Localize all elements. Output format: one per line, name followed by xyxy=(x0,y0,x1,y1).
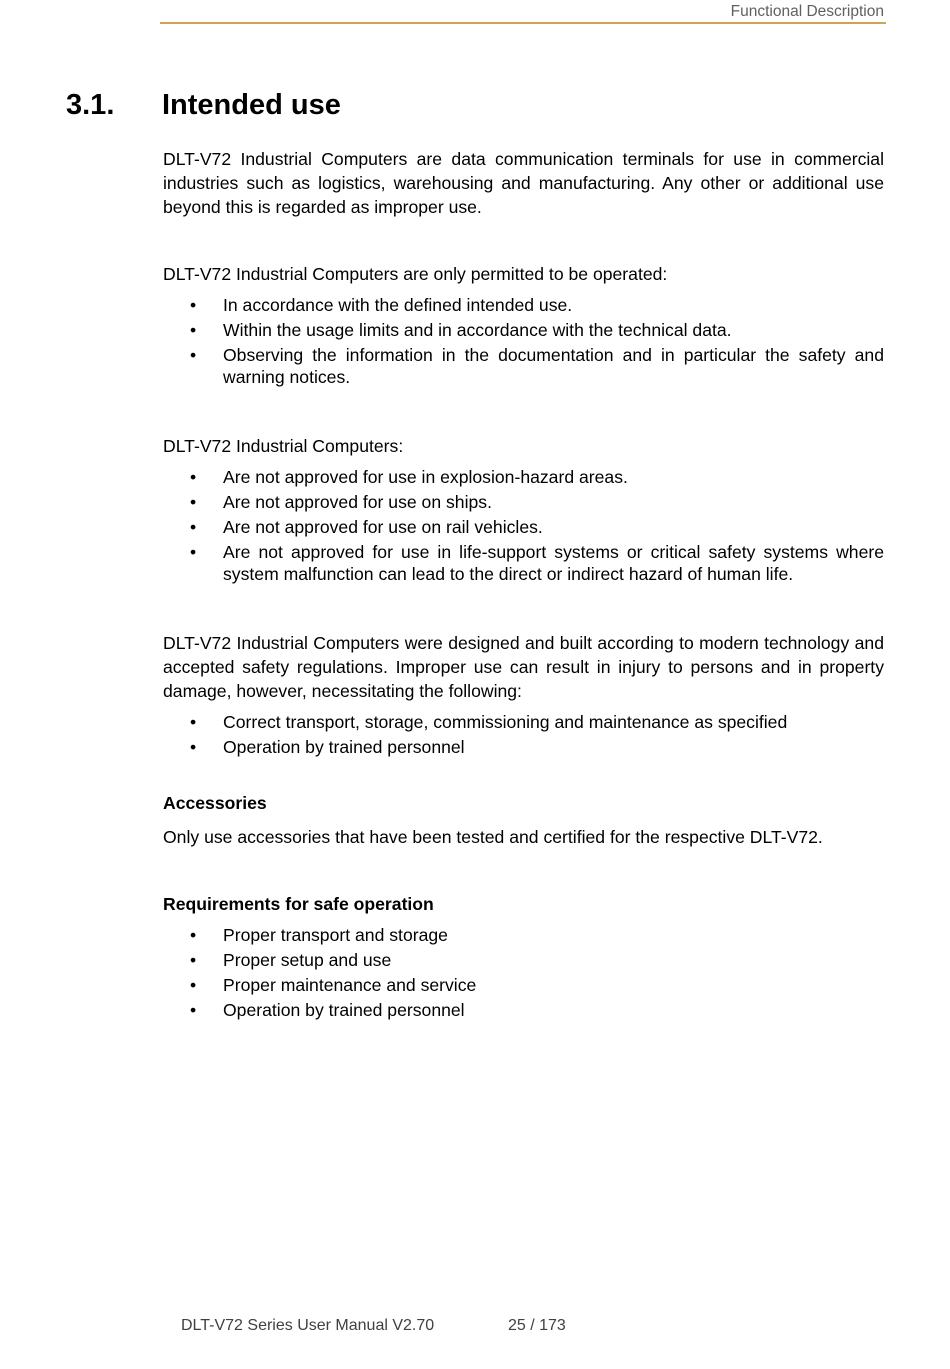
list-item xyxy=(163,319,884,341)
intro-paragraph: DLT-V72 Industrial Computers are data communication terminals for use in commercial industries such as logistics, warehousing and manufacturing. Any other or additional use beyond this is regarded as improper use. xyxy=(163,149,884,217)
list-item xyxy=(163,999,884,1021)
design-paragraph: DLT-V72 Industrial Computers were designed and built according to modern technology and accepted safety regulations. Improper use can result in injury to persons and in property damage, however, necessitating the following: xyxy=(163,633,884,701)
requirements-heading: Requirements for safe operation xyxy=(163,894,434,914)
list-item xyxy=(163,516,884,538)
list-item xyxy=(163,294,884,316)
list-item xyxy=(163,924,884,946)
bullet-icon: • xyxy=(190,467,197,487)
list-item xyxy=(163,541,884,585)
list-item-text: Within the usage limits and in accordance with the technical data. xyxy=(223,320,732,340)
accessories-text: Only use accessories that have been tested and certified for the respective DLT-V72. xyxy=(163,827,823,847)
list-item-text: Are not approved for use in explosion-hazard areas. xyxy=(223,467,628,487)
list-item xyxy=(163,491,884,513)
section-number: 3.1. xyxy=(66,89,115,121)
list-item-text: Are not approved for use on ships. xyxy=(223,492,492,512)
section-title: Intended use xyxy=(162,89,341,121)
list-item-text: Observing the information in the documentation and in particular the safety and warning notices. xyxy=(223,345,884,387)
bullet-icon: • xyxy=(190,1000,197,1020)
main-content xyxy=(163,147,884,1024)
bullet-icon: • xyxy=(190,975,197,995)
bullet-icon: • xyxy=(190,925,197,945)
bullet-icon: • xyxy=(190,542,197,562)
bullet-icon: • xyxy=(190,492,197,512)
header-section-title: Functional Description xyxy=(730,3,884,20)
header-divider xyxy=(160,22,886,24)
restrictions-paragraph: DLT-V72 Industrial Computers: xyxy=(163,436,404,456)
necessitating-list xyxy=(163,711,884,758)
requirements-list xyxy=(163,924,884,1021)
bullet-icon: • xyxy=(190,295,197,315)
list-item xyxy=(163,949,884,971)
footer-manual-title: DLT-V72 Series User Manual V2.70 xyxy=(181,1317,435,1334)
list-item-text: Are not approved for use in life-support systems or critical safety systems where system malfunction can lead to the direct or indirect hazard of human life. xyxy=(223,542,884,584)
list-item xyxy=(163,711,884,733)
not-approved-list xyxy=(163,466,884,585)
bullet-icon: • xyxy=(190,950,197,970)
list-item-text: Proper transport and storage xyxy=(223,925,448,945)
list-item-text: In accordance with the defined intended use. xyxy=(223,295,573,315)
bullet-icon: • xyxy=(190,320,197,340)
list-item-text: Are not approved for use on rail vehicles. xyxy=(223,517,543,537)
list-item-text: Correct transport, storage, commissioning and maintenance as specified xyxy=(223,712,788,732)
list-item xyxy=(163,466,884,488)
list-item xyxy=(163,344,884,388)
permitted-paragraph: DLT-V72 Industrial Computers are only permitted to be operated: xyxy=(163,264,668,284)
list-item-text: Operation by trained personnel xyxy=(223,1000,465,1020)
list-item-text: Proper maintenance and service xyxy=(223,975,477,995)
list-item-text: Proper setup and use xyxy=(223,950,392,970)
accessories-heading: Accessories xyxy=(163,793,267,813)
permitted-list xyxy=(163,294,884,388)
bullet-icon: • xyxy=(190,345,197,365)
bullet-icon: • xyxy=(190,737,197,757)
list-item xyxy=(163,736,884,758)
list-item xyxy=(163,974,884,996)
bullet-icon: • xyxy=(190,517,197,537)
footer-page-number: 25 / 173 xyxy=(508,1317,566,1334)
bullet-icon: • xyxy=(190,712,197,732)
list-item-text: Operation by trained personnel xyxy=(223,737,465,757)
